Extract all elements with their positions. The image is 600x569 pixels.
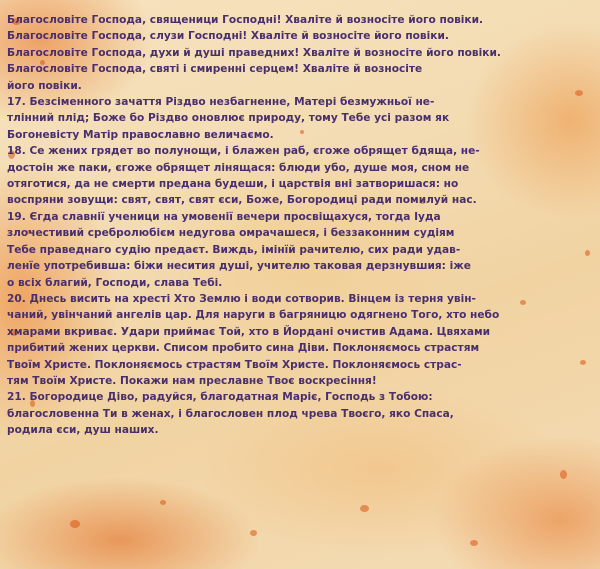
text-line: родила єси, душ наших.: [7, 424, 159, 437]
decorative-speck: [70, 520, 80, 528]
decorative-speck: [160, 500, 166, 505]
text-line: Благословіте Господа, слузи Господні! Хваліте й возносіте його повіки.: [7, 30, 449, 43]
text-line: його повіки.: [7, 79, 82, 92]
text-line: о всіх благий, Господи, слава Тебі.: [7, 276, 223, 289]
text-line: злочестивий сребролюбієм недугова омрачашеся, і беззаконним судіям: [7, 227, 455, 240]
text-line: благословенна Ти в женах, і благословен плод чрева Твоєго, яко Спаса,: [7, 407, 454, 420]
paragraph-21: [7, 389, 587, 438]
text-line: 18. Се жених грядет во полунощи, і блажен раб, єгоже обрящет бдяща, не-: [7, 145, 480, 158]
paragraph-18: [7, 143, 587, 209]
decorative-speck: [250, 530, 257, 536]
text-line: чаний, увінчаний ангелів цар. Для наруги в багряницю одягнено Того, хто небо: [7, 309, 500, 322]
text-line: Благословіте Господа, духи й душі праведних! Хваліте й возносіте його повіки.: [7, 46, 501, 59]
text-line: достоін же паки, єгоже обрящет лінящася: блюди убо, душе моя, сном не: [7, 161, 470, 174]
text-line: хмарами вкриває. Удари приймає Той, хто в Йордані очистив Адама. Цвяхами: [7, 325, 491, 338]
text-line: 20. Днесь висить на хресті Хто Землю і води сотворив. Вінцем із терня увін-: [7, 292, 476, 305]
text-line: тям Твоїм Христе. Покажи нам преславне Твоє воскресіння!: [7, 374, 377, 387]
paragraph-20: [7, 291, 587, 389]
text-line: 17. Безсіменного зачаття Різдво незбагненне, Матері безмужньої не-: [7, 96, 435, 109]
paragraph-refrain: [7, 12, 587, 94]
paragraph-19: [7, 209, 587, 291]
text-line: прибитий жених церкви. Списом пробито сина Діви. Поклоняємось страстям: [7, 342, 480, 355]
decorative-speck: [560, 470, 567, 479]
prayer-text: [7, 12, 587, 439]
text-line: 21. Богородице Діво, радуйся, благодатная Маріє, Господь з Тобою:: [7, 391, 433, 404]
paragraph-17: [7, 94, 587, 143]
text-line: Благословіте Господа, святі і смиренні серцем! Хваліте й возносіте: [7, 63, 423, 76]
decorative-speck: [360, 505, 369, 512]
text-line: отяготися, да не смерти предана будеши, і царствія вні затворишася: но: [7, 178, 459, 191]
text-line: Тебе праведнаго судію предаєт. Виждь, імінїй рачителю, сих ради удав-: [7, 243, 461, 256]
text-line: Богоневісту Матір православно величаємо.: [7, 128, 274, 141]
text-line: Благословіте Господа, священици Господні! Хваліте й возносіте його повіки.: [7, 14, 484, 26]
text-line: воспряни зовущи: свят, свят, свят єси, Боже, Богородиці ради помилуй нас.: [7, 194, 477, 207]
text-line: ленїе употребивша: біжи несития душі, учителю таковая дерзнувшия: іже: [7, 260, 471, 273]
text-line: Твоїм Христе. Поклоняємось страстям Твоїм Христе. Поклоняємось страс-: [7, 358, 462, 371]
decorative-speck: [470, 540, 478, 546]
text-line: 19. Єгда славнії ученици на умовенії вечери просвіщахуся, тогда Іуда: [7, 210, 441, 223]
text-line: тлінний плід; Боже бо Різдво оновлює природу, тому Тебе усі разом як: [7, 112, 450, 125]
